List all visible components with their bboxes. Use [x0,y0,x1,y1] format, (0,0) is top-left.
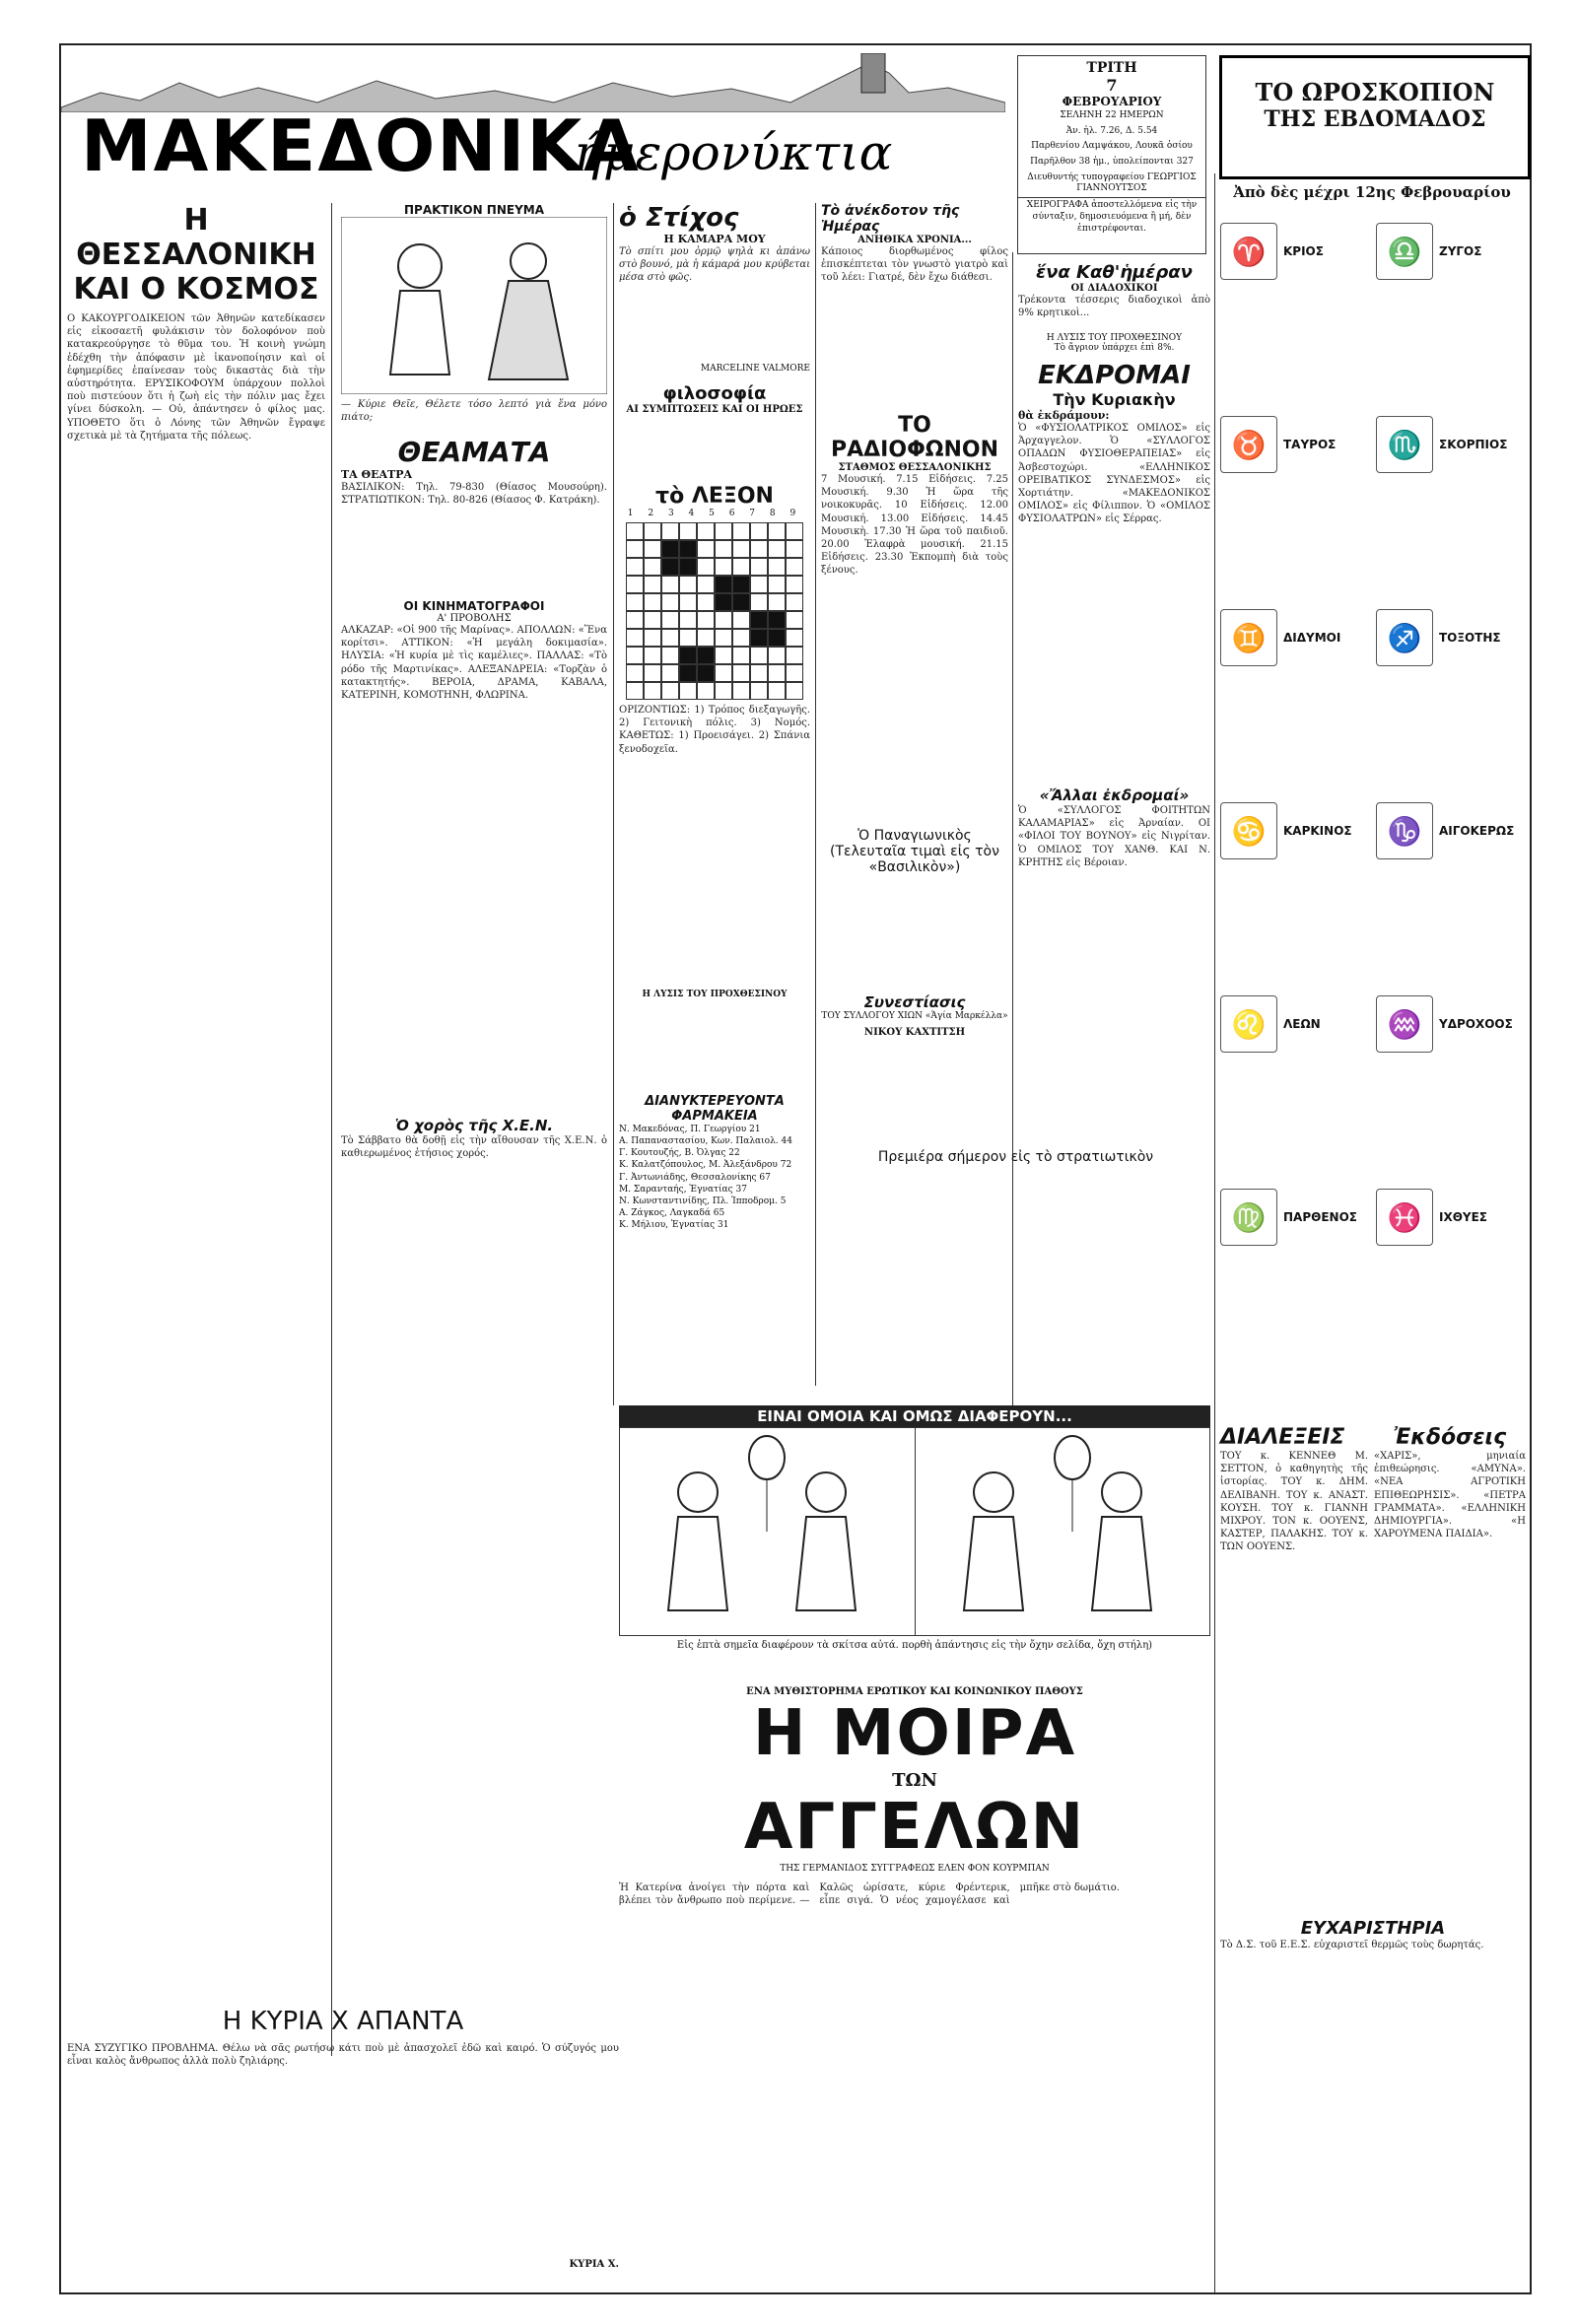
horoscope-sign [1220,995,1368,1053]
crossword-cell[interactable] [750,611,768,629]
pharmacy-item: Κ. Μήλιου, Ἐγνατίας 31 [619,1220,729,1231]
article-body: Ο ΚΑΚΟΥΡΓΟΔΙΚΕΙΟΝ τῶν Ἀθηνῶν κατεδίκασεν εἰς εἰκοσαετῆ φυλάκισιν τὸν δολοφόνον ποὺ κατακρεούργησε τὸ θῦμα του. Ἡ κοινὴ γνώμη ἐδέχθη τὴν ἀπόφασιν μὲ ἱκανοποίησιν καὶ οἱ ἐφημερίδες ἐπαίνεσαν τοὺς δικαστὰς διὰ τὴν αὐστηρότητα. ΕΡΥΣΙΚΟΦΟΥΜ ὑπάρχουν πολλοὶ ποὺ πιστεύουν ὅτι ἡ ζωὴ εἰς τὴν πόλιν μας ἔχει γίνει δύσκολη. — Οὐ, ἀπάντησεν ὁ φίλος μας. ΥΠΟΘΕΤΟ ὅτι ὁ Λόνης τῶν Ἀθηνῶν ἔγραψε σχετικὰ μὲ τὰ ζητήματα τῆς πόλεως. [67,313,325,442]
column-rule [613,203,614,1405]
meeting-subtitle: ΤΟΥ ΣΥΛΛΟΓΟΥ ΧΙΩΝ «Ἁγία Μαρκέλλα» [821,1011,1008,1021]
crossword-cell[interactable] [644,682,661,700]
anecdote-title: Τὸ ἀνέκδοτον τῆς Ἡμέρας [821,203,960,235]
crossword-cell[interactable] [732,664,750,682]
crossword-cell[interactable] [661,664,679,682]
crossword-cell[interactable] [626,629,644,647]
crossword-cell[interactable] [768,522,786,540]
pharmacy-item: Γ. Κουτουζής, Β. Ὀλγας 22 [619,1148,740,1159]
crossword-cell[interactable] [750,558,768,576]
radio-subtitle: ΣΤΑΘΜΟΣ ΘΕΣΣΑΛΟΝΙΚΗΣ [838,462,992,473]
zodiac-icon: ♉ [1220,416,1277,473]
crossword-cell[interactable] [732,558,750,576]
pharmacy-item: Μ. Σαρανταής, Ἐγνατίας 37 [619,1184,747,1195]
horoscope-sign [1220,609,1368,666]
editor-info: Διευθυντής τυπογραφείου ΓΕΩΡΓΙΟΣ ΓΙΑΝΝΟΥΤΣΟΣ [1027,171,1197,194]
crossword-cell[interactable] [786,664,803,682]
crossword-cell[interactable] [750,629,768,647]
date-month: ΦΕΒΡΟΥΑΡΙΟΥ [1062,95,1162,108]
other-excursions-title: «Ἄλλαι ἐκδρομαί» [1039,786,1190,804]
crossword-cell[interactable] [644,558,661,576]
crossword-cell[interactable] [644,611,661,629]
crossword-cell[interactable] [786,647,803,664]
pharmacy-item: Κ. Καλατζόπουλος, Μ. Ἀλεξάνδρου 72 [619,1160,792,1171]
crossword-cell[interactable] [679,576,697,593]
letters-body: ΕΝΑ ΣΥΖΥΓΙΚΟ ΠΡΟΒΛΗΜΑ. Θέλω νὰ σᾶς ρωτήσω κάτι ποὺ μὲ ἀπασχολεῖ ἐδῶ καὶ καιρό. Ὁ σύζυγός μου εἶναι καλὸς ἄνθρωπος ἀλλὰ πολὺ ζηλιάρης. [67,2043,619,2068]
crossword-cell[interactable] [768,540,786,558]
horoscope-sign [1220,223,1368,280]
cartoon-caption: — Κύριε Θεῖε, Θέλετε τόσο λεπτό γιὰ ἕνα μόνο πιάτο; [341,399,607,424]
masthead [61,45,1005,193]
crossword-cell[interactable] [750,522,768,540]
strip-title: ΕΙΝΑΙ ΟΜΟΙΑ ΚΑΙ ΟΜΩΣ ΔΙΑΦΕΡΟΥΝ... [619,1405,1210,1427]
crossword-cell[interactable] [661,540,679,558]
newspaper-page [59,43,1532,2294]
excursions-title: ΕΚΔΡΟΜΑΙ [1038,361,1191,390]
crossword-cell[interactable] [679,629,697,647]
crossword-cell[interactable] [644,629,661,647]
panag-title: Ὁ Παναγιωνικὸς (Τελευταῖα τιμαὶ εἰς τὸν «Βασιλικὸν») [830,828,999,875]
pharmacy-list [619,1124,810,1231]
crossword-cell[interactable] [750,540,768,558]
crossword-cell[interactable] [786,629,803,647]
zodiac-name: ΔΙΔΥΜΟΙ [1283,631,1341,645]
serial-text: Ἡ Κατερίνα ἀνοίγει τὴν πόρτα καὶ βλέπει τὸν ἄνθρωπο ποὺ περίμενε. — Καλῶς ὡρίσατε, κύριε Φρέντερικ, εἶπε σιγά. Ὁ νέος χαμογέλασε καὶ μπῆκε στὸ δωμάτιο. [619,1882,1120,1907]
zodiac-name: ΚΡΙΟΣ [1283,244,1324,258]
crossword-cell[interactable] [626,593,644,611]
crossword-cell[interactable] [644,576,661,593]
column-rule [1012,252,1013,1405]
zodiac-icon: ♑ [1376,802,1433,859]
author-name: ΝΙΚΟΥ ΚΑΧΤΙΤΣΗ [863,1027,966,1038]
pharmacy-item: Α. Ζάγκος, Λαγκαδά 65 [619,1207,725,1218]
crossword-cell[interactable] [661,522,679,540]
zodiac-name: ΤΟΞΟΤΗΣ [1439,631,1501,645]
crossword-cell[interactable] [768,629,786,647]
saints-info: Παρθενίου Λαμψάκου, Λουκᾶ ὁσίου [1031,141,1193,152]
city-skyline-illustration [61,53,1005,112]
zodiac-name: ΑΙΓΟΚΕΡΩΣ [1439,824,1515,838]
date-day: ΤΡΙΤΗ [1086,60,1137,76]
anecdote-subtitle: ΑΝΗΘΙΚΑ ΧΡΟΝΙΑ... [857,235,972,245]
days-info: Παρῆλθον 38 ἡμ., ὑπολείπονται 327 [1030,157,1194,168]
crossword-cell[interactable] [786,558,803,576]
column-1 [67,203,325,1909]
crossword-cell[interactable] [644,647,661,664]
crossword-cell[interactable] [768,664,786,682]
crossword-title: τὸ ΛΕΞΟΝ [655,484,774,509]
pharmacy-item: Ν. Κωνσταντινίδης, Πλ. Ἱπποδρομ. 5 [619,1196,787,1206]
stixos-poem: Τὸ σπίτι μου ὁρμῷ ψηλὰ κι ἀπάνω στὸ βουνό, μὰ ἡ κάμαρά μου κρύβεται μέσα στὸ φῶς. [619,246,810,284]
horoscope-sign [1376,416,1524,473]
pharmacy-title: ΔΙΑΝΥΚΤΕΡΕΥΟΝΤΑ ΦΑΡΜΑΚΕΙΑ [645,1094,785,1124]
radio-title: ΤΟ ΡΑΔΙΟΦΩΝΟΝ [831,413,998,462]
crossword-cell[interactable] [768,682,786,700]
masthead-script: ήμερονύκτια [574,124,893,181]
crossword-cell[interactable] [715,647,732,664]
horoscope-sign [1376,609,1524,666]
strip-panels [619,1427,1210,1636]
pharmacy-item: Ν. Μακεδόνας, Π. Γεωργίου 21 [619,1125,761,1134]
meeting-title: Συνεστίασις [863,993,966,1011]
zodiac-name: ΛΕΩΝ [1283,1017,1321,1031]
crossword-grid[interactable] [626,522,803,700]
crossword-cell[interactable] [768,593,786,611]
crossword-cell[interactable] [679,540,697,558]
cinema-listings: ΑΛΚΑΖΑΡ: «Οἱ 900 τῆς Μαρίνας». ΑΠΟΛΛΩΝ: «Ἕνα κορίτσι». ΑΤΤΙΚΟΝ: «Ἡ μεγάλη δοκιμασία». ΗΛΥΣΙΑ: «Ἡ κυρία μὲ τὶς καμέλιες». ΠΑΛΛΑΣ: «Τὸ ρόδο τῆς Μαρτινίκας». ΑΛΕΞΑΝΔΡΕΙΑ: «Τορζὰν ὁ κατακτητής». ΒΕΡΟΙΑ, ΔΡΑΜΑ, ΚΑΒΑΛΑ, ΚΑΤΕΡΙΝΗ, ΚΟΜΟΤΗΝΗ, ΦΛΩΡΙΝΑ. [341,625,607,701]
crossword-cell[interactable] [679,611,697,629]
headline-1: Η ΘΕΣΣΑΛΟΝΙΚΗ [76,203,316,272]
crossword-cell[interactable] [750,576,768,593]
theatre-label: ΤΑ ΘΕΑΤΡΑ [341,468,413,481]
zodiac-icon: ♊ [1220,609,1277,666]
date-number: 7 [1106,76,1118,95]
column-2 [341,203,607,1194]
crossword-cell[interactable] [679,593,697,611]
crossword-cell[interactable] [750,682,768,700]
spot-difference-strip [619,1405,1210,1672]
theatre-listings: ΒΑΣΙΛΙΚΟΝ: Τηλ. 79-830 (Θίασος Μουσούρη). ΣΤΡΑΤΙΩΤΙΚΟΝ: Τηλ. 80-826 (Θίασος Φ. Κατράκη). [341,482,607,507]
masthead-title: ΜΑΚΕΔΟΝΙΚΑ [81,104,641,187]
horoscope-header [1219,55,1531,179]
crossword-cell[interactable] [679,682,697,700]
pharmacy-item: Γ. Ἀντωνιάδης, Θεσσαλονίκης 67 [619,1172,771,1183]
excursions-list: Ὁ «ΦΥΣΙΟΛΑΤΡΙΚΟΣ ΟΜΙΛΟΣ» εἰς Ἀρχαγγελον. Ὁ «ΣΥΛΛΟΓΟΣ ΟΠΑΔΩΝ ΦΥΣΙΟΘΕΡΑΠΕΙΑΣ» εἰς Ἀσβεστοχώρι. «ΕΛΛΗΝΙΚΟΣ ΟΡΕΙΒΑΤΙΚΟΣ ΣΥΝΔΕΣΜΟΣ» εἰς Χορτιάτην. «ΜΑΚΕΔΟΝΙΚΟΣ ΟΜΙΛΟΣ» εἰς Φίλιππον. Ὁ «ΟΜΙΛΟΣ ΦΥΣΙΟΛΑΤΡΩΝ» εἰς Σέρρας. [1018,423,1210,525]
zodiac-icon: ♒ [1376,995,1433,1053]
serial-byline: ΤΗΣ ΓΕΡΜΑΝΙΔΟΣ ΣΥΓΓΡΑΦΕΩΣ ΕΛΕΝ ΦΟΝ ΚΟΥΡΜΠΑΝ [780,1864,1050,1874]
crossword-cell[interactable] [697,522,715,540]
zodiac-icon: ♈ [1220,223,1277,280]
crossword-cell[interactable] [786,540,803,558]
crossword-cell[interactable] [661,576,679,593]
crossword-cell[interactable] [679,647,697,664]
zodiac-icon: ♌ [1220,995,1277,1053]
crossword-cell[interactable] [644,664,661,682]
moon-info: ΣΕΛΗΝΗ 22 ΗΜΕΡΩΝ [1060,110,1164,120]
crossword-cell[interactable] [750,664,768,682]
premiere-title: Πρεμιέρα σήμερον εἰς τὸ στρατιωτικὸν [877,1149,1154,1165]
crossword-cell[interactable] [732,611,750,629]
zodiac-name: ΚΑΡΚΙΝΟΣ [1283,824,1352,838]
section-theamata: ΘΕΑΜΑΤΑ [397,436,551,468]
date-box [1017,55,1206,254]
serial-kicker: ΕΝΑ ΜΥΘΙΣΤΟΡΗΜΑ ΕΡΩΤΙΚΟΥ ΚΑΙ ΚΟΙΝΩΝΙΚΟΥ ΠΑΘΟΥΣ [746,1686,1083,1697]
cartoon-illustration [341,217,607,394]
horoscope-sign [1376,223,1524,280]
horoscope-subtitle: Ἀπὸ δὲς μέχρι 12ης Φεβρουαρίου [1233,183,1511,201]
poem-author: MARCELINE VALMORE [700,364,810,374]
crossword-cell[interactable] [679,522,697,540]
crossword-cell[interactable] [697,611,715,629]
zodiac-name: ΖΥΓΟΣ [1439,244,1482,258]
premiere-section [821,1149,1210,1165]
horoscope-title-1: ΤΟ ΩΡΟΣΚΟΠΙΟΝ [1255,78,1495,106]
excursions-subtitle-2: θὰ ἐκδράμουν: [1018,409,1110,422]
daily-text: Τρέκοντα τέσσερις διαδοχικοὶ ἀπὸ 9% κρητικοὶ... [1018,295,1210,319]
radio-schedule: 7 Μουσική. 7.15 Εἰδήσεις. 7.25 Μουσική. 9.30 Ἡ ὥρα τῆς νοικοκυρᾶς. 10 Εἰδήσεις. 12.00 Μουσική. 13.00 Εἰδήσεις. 14.45 Μουσικὴ. 17.30 Ἡ ὥρα τοῦ παιδιοῦ. 20.00 Ἐλαφρὰ μουσική. 21.15 Εἰδήσεις. 23.30 Ἐκπομπὴ διὰ τοὺς ξένους. [821,474,1008,577]
manuscript-note: ΧΕΙΡΟΓΡΑΦΑ ἀποστελλόμενα εἰς τὴν σύνταξιν, δημοσιευόμενα ἢ μή, δὲν ἐπιστρέφονται. [1018,197,1205,237]
other-excursions-text: Ὁ «ΣΥΛΛΟΓΟΣ ΦΟΙΤΗΤΩΝ ΚΑΛΑΜΑΡΙΑΣ» εἰς Ἀρναίαν. ΟΙ «ΦΙΛΟΙ ΤΟΥ ΒΟΥΝΟΥ» εἰς Νιγρίταν. Ὁ ΟΜΙΛΟΣ ΤΟΥ ΧΑΝΘ. ΚΑΙ Ν. ΚΡΗΤΗΣ εἰς Βέροιαν. [1018,805,1210,868]
serial-novel [619,1686,1210,2288]
horoscope-sign [1376,802,1524,859]
headline-2: ΚΑΙ Ο ΚΟΣΜΟΣ [73,272,319,307]
zodiac-icon: ♎ [1376,223,1433,280]
crossword-clues: ΟΡΙΖΟΝΤΙΩΣ: 1) Τρόπος διεξαγωγῆς. 2) Γειτονικὴ πόλις. 3) Νομός. ΚΑΘΕΤΩΣ: 1) Προεισάγει. 2) Σπάνια ξενοδοχεῖα. [619,705,810,755]
crossword-numbers: 1 2 3 4 5 6 7 8 9 [627,509,802,518]
meeting-text [821,1038,1008,1097]
crossword-cell[interactable] [661,558,679,576]
panag-text [821,875,1008,993]
crossword-cell[interactable] [732,629,750,647]
daily-solution: Τὸ ἄγριον ὑπάρχει ἐπὶ 8%. [1054,343,1175,353]
crossword-cell[interactable] [715,593,732,611]
crossword-cell[interactable] [786,682,803,700]
letters-signature: ΚΥΡΙΑ Χ. [569,2259,619,2270]
crossword-cell[interactable] [715,611,732,629]
crossword-cell[interactable] [661,647,679,664]
crossword-cell[interactable] [715,540,732,558]
excursions-subtitle: Τὴν Κυριακὴν [1053,390,1176,409]
column-4 [821,203,1008,1097]
crossword-cell[interactable] [768,576,786,593]
crossword-cell[interactable] [697,593,715,611]
clowns-drawing-left [629,1433,905,1630]
horoscope-sign [1220,802,1368,859]
horoscope-signs [1220,223,1526,1405]
crossword-cell[interactable] [732,593,750,611]
crossword-solution-label: Η ΛΥΣΙΣ ΤΟΥ ΠΡΟΧΘΕΣΙΝΟΥ [642,990,788,999]
column-3 [619,203,810,1231]
crossword-cell[interactable] [715,576,732,593]
crossword-cell[interactable] [715,522,732,540]
crossword-cell[interactable] [732,682,750,700]
daily-title: ἕνα Καθ'ἡμέραν [1036,262,1193,283]
zodiac-name: ΙΧΘΥΕΣ [1439,1210,1488,1224]
crossword-cell[interactable] [750,593,768,611]
letters-column [67,2007,619,2270]
philosophy-subtitle: ΑΙ ΣΥΜΠΤΩΣΕΙΣ ΚΑΙ ΟΙ ΗΡΩΕΣ [626,404,803,415]
crossword-cell[interactable] [626,558,644,576]
crossword-cell[interactable] [732,647,750,664]
zodiac-icon: ♓ [1376,1189,1433,1246]
crossword-cell[interactable] [697,664,715,682]
crossword-cell[interactable] [697,558,715,576]
stixos-subtitle: Η ΚΑΜΑΡΑ ΜΟΥ [663,233,766,245]
cartoon-title: ΠΡΑΚΤΙΚΟΝ ΠΝΕΥΜΑ [404,203,544,217]
crossword-cell[interactable] [750,647,768,664]
sun-info: Ἀν. ἡλ. 7.26, Δ. 5.54 [1065,125,1158,136]
crossword-cell[interactable] [697,540,715,558]
crossword-cell[interactable] [715,664,732,682]
lectures-title: ΔΙΑΛΕΞΕΙΣ [1220,1425,1345,1450]
crossword-cell[interactable] [679,558,697,576]
crossword-cell[interactable] [626,682,644,700]
horoscope-sign [1220,1189,1368,1246]
dance-title: Ὁ χορὸς τῆς Χ.Ε.Ν. [394,1117,554,1134]
crossword-cell[interactable] [626,647,644,664]
crossword-solution [619,999,810,1088]
crossword-cell[interactable] [732,576,750,593]
column-rule [815,203,816,1386]
serial-title-1: Η ΜΟΙΡΑ [752,1697,1077,1770]
publications-title: Ἐκδόσεις [1393,1425,1507,1450]
crossword-cell[interactable] [626,540,644,558]
anecdote-text: Κάποιος διορθωμένος φίλος ἐπισκέπτεται τὸν γνωστὸ γιατρὸ καὶ τοῦ λέει: Γιατρέ, δὲν ἔχω διάθεσι. [821,246,1008,284]
zodiac-icon: ♍ [1220,1189,1277,1246]
thanks-text: Τὸ Δ.Σ. τοῦ Ε.Ε.Σ. εὐχαριστεῖ θερμῶς τοὺς δωρητάς. [1220,1940,1484,1950]
crossword-cell[interactable] [786,611,803,629]
clowns-drawing-right [925,1433,1200,1630]
crossword-cell[interactable] [626,522,644,540]
pharmacy-item: Α. Παπαναστασίου, Κων. Παλαιολ. 44 [619,1136,792,1147]
crossword-cell[interactable] [644,522,661,540]
crossword-cell[interactable] [768,647,786,664]
crossword-cell[interactable] [661,593,679,611]
zodiac-icon: ♋ [1220,802,1277,859]
horoscope-title-2: ΤΗΣ ΕΒΔΟΜΑΔΟΣ [1264,106,1486,132]
crossword-cell[interactable] [697,647,715,664]
strip-panel-left [620,1428,916,1635]
crossword-cell[interactable] [715,629,732,647]
crossword-cell[interactable] [626,611,644,629]
crossword-cell[interactable] [644,540,661,558]
crossword-cell[interactable] [697,629,715,647]
strip-caption: Εἰς ἑπτὰ σημεῖα διαφέρουν τὰ σκίτσα αὐτά. πορθὴ ἀπάντησις εἰς τὴν ὄχην σελίδα, ὄχη στήλη) [676,1640,1153,1651]
horoscope-sign [1220,416,1368,473]
zodiac-name: ΥΔΡΟΧΟΟΣ [1439,1017,1513,1031]
crossword-cell[interactable] [697,576,715,593]
zodiac-icon: ♏ [1376,416,1433,473]
crossword-cell[interactable] [697,682,715,700]
crossword-cell[interactable] [626,576,644,593]
crossword-cell[interactable] [679,664,697,682]
serial-title-2: ΑΓΓΕΛΩΝ [743,1791,1086,1864]
horoscope-sign [1376,1189,1524,1246]
column-rule [331,203,332,2056]
crossword-cell[interactable] [715,558,732,576]
crossword-cell[interactable] [732,540,750,558]
letters-title: Η ΚΥΡΙΑ Χ ΑΠΑΝΤΑ [222,2007,464,2036]
cinema-title: ΟΙ ΚΙΝΗΜΑΤΟΓΡΑΦΟΙ [403,599,545,613]
crossword-cell[interactable] [661,629,679,647]
crossword-cell[interactable] [732,522,750,540]
zodiac-name: ΤΑΥΡΟΣ [1283,438,1337,451]
dance-text: Τὸ Σάββατο θὰ δοθῇ εἰς τὴν αἴθουσαν τῆς Χ.Ε.Ν. ὁ καθιερωμένος ἐτήσιος χορός. [341,1135,607,1160]
crossword-cell[interactable] [786,576,803,593]
crossword-cell[interactable] [715,682,732,700]
zodiac-name: ΣΚΟΡΠΙΟΣ [1439,438,1508,451]
crossword-cell[interactable] [661,682,679,700]
crossword-cell[interactable] [786,593,803,611]
horoscope-sign [1376,995,1524,1053]
crossword-cell[interactable] [786,522,803,540]
lectures-text: ΤΟΥ κ. ΚΕΝΝΕΘ Μ. ΣΕΤΤΟΝ, ὁ καθηγητὴς τῆς ἱστορίας. ΤΟΥ κ. ΔΗΜ. ΔΕΛΙΒΑΝΗ. ΤΟΥ κ. ΑΝΑΣΤ. ΚΟΥΣΗ. ΤΟΥ κ. ΓΙΑΝΝΗ ΜΙΧΡΟΥ. ΤΟΝ κ. ΟΟΥΕΝΣ, ΚΑΣΤΕΡ, ΠΑΛΑΚΗΣ. ΤΟΥ κ. ΤΩΝ ΟΟΥΕΝΣ. [1220,1451,1368,1553]
philosophy-title: φιλοσοφία [662,383,767,404]
crossword-cell[interactable] [626,664,644,682]
zodiac-icon: ♐ [1376,609,1433,666]
stixos-title: ὁ Στίχος [619,203,739,233]
daily-solution-label: Η ΛΥΣΙΣ ΤΟΥ ΠΡΟΧΘΕΣΙΝΟΥ [1046,333,1183,343]
crossword-cell[interactable] [768,611,786,629]
cinema-subtitle: Α' ΠΡΟΒΟΛΗΣ [437,613,512,624]
daily-subtitle: ΟΙ ΔΙΑΔΟΧΙΚΟΙ [1070,283,1158,294]
thanks-section [1220,1918,1526,2136]
crossword-cell[interactable] [661,611,679,629]
publications-column [1374,1425,1526,1903]
publications-text: «ΧΑΡΙΣ», μηνιαία ἐπιθεώρησις. «ΑΜΥΝΑ». «ΝΕΑ ΑΓΡΟΤΙΚΗ ΕΠΙΘΕΩΡΗΣΙΣ». «ΠΕΤΡΑ ΓΡΑΜΜΑΤΑ». «ΕΛΛΗΝΙΚΗ ΔΗΜΙΟΥΡΓΙΑ». «Η ΧΑΡΟΥΜΕΝΑ ΠΑΙΔΙΑ». [1374,1451,1526,1540]
column-5 [1018,262,1210,1031]
thanks-title: ΕΥΧΑΡΙΣΤΗΡΙΑ [1300,1918,1446,1939]
strip-panel-right [916,1428,1210,1635]
philosophy-text [619,415,810,484]
serial-title-mid: ΤΩΝ [892,1770,937,1791]
crossword-cell[interactable] [644,593,661,611]
crossword-cell[interactable] [768,558,786,576]
column-rule [1214,173,1215,2292]
zodiac-name: ΠΑΡΘΕΝΟΣ [1283,1210,1357,1224]
